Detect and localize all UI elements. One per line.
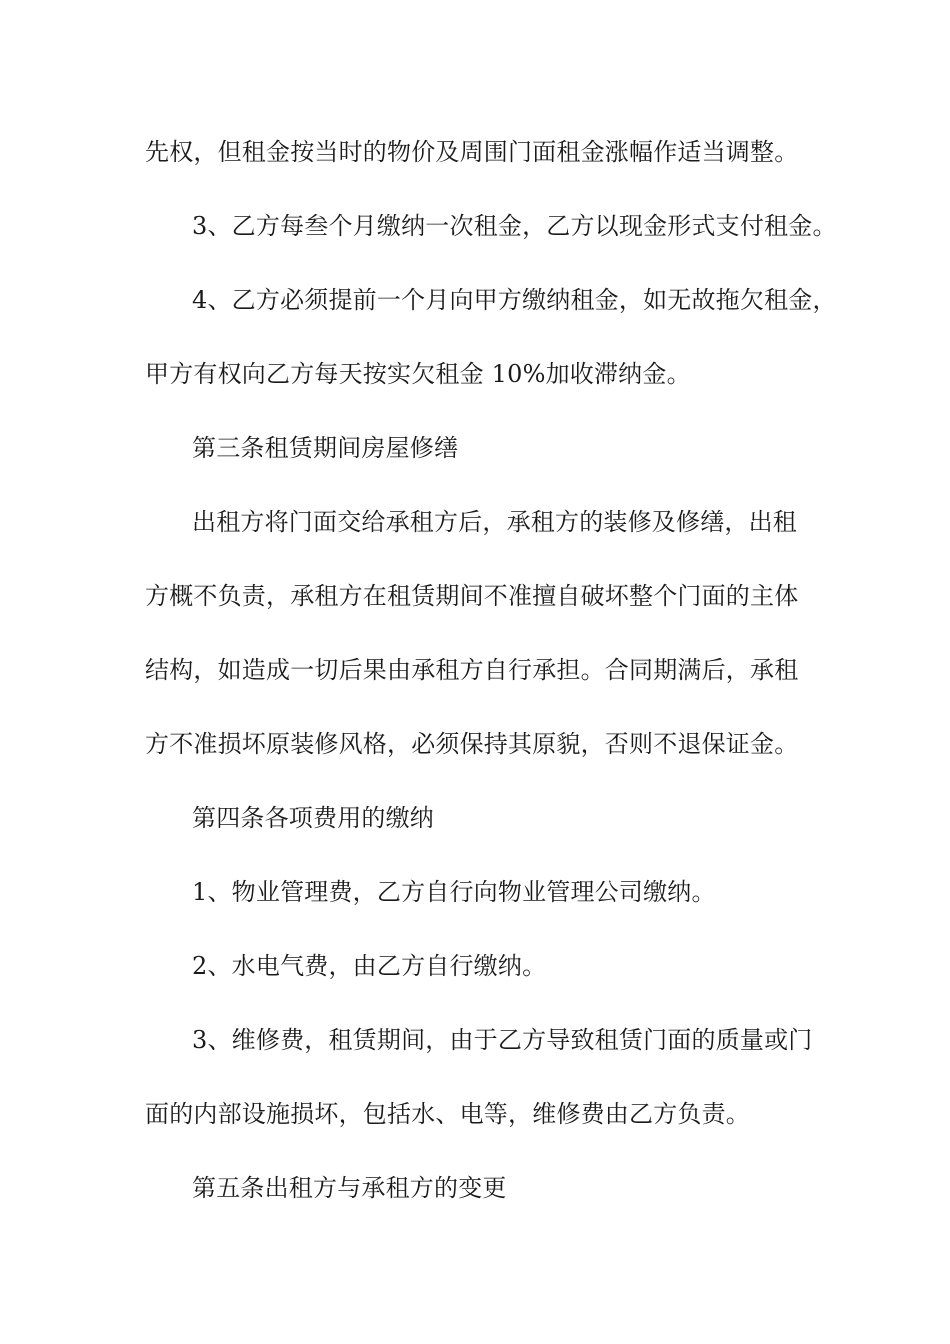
paragraph-line: 结构，如造成一切后果由承租方自行承担。合同期满后，承租 bbox=[145, 656, 799, 684]
paragraph-line: 甲方有权向乙方每天按实欠租金 10%加收滞纳金。 bbox=[145, 360, 691, 388]
fee-item-1: 1、物业管理费，乙方自行向物业管理公司缴纳。 bbox=[192, 878, 716, 906]
section-heading-3: 第三条租赁期间房屋修缮 bbox=[192, 434, 459, 462]
clause-item-3: 3、乙方每叁个月缴纳一次租金，乙方以现金形式支付租金。 bbox=[192, 212, 837, 240]
paragraph-line: 方不准损坏原装修风格，必须保持其原貌，否则不退保证金。 bbox=[145, 730, 799, 758]
clause-item-4: 4、乙方必须提前一个月向甲方缴纳租金，如无故拖欠租金， bbox=[192, 286, 837, 314]
paragraph-line: 先权，但租金按当时的物价及周围门面租金涨幅作适当调整。 bbox=[145, 138, 799, 166]
fee-item-2: 2、水电气费，由乙方自行缴纳。 bbox=[192, 952, 547, 980]
paragraph-line: 方概不负责，承租方在租赁期间不准擅自破坏整个门面的主体 bbox=[145, 582, 799, 610]
fee-item-3: 3、维修费，租赁期间，由于乙方导致租赁门面的质量或门 bbox=[192, 1026, 813, 1054]
section-heading-5: 第五条出租方与承租方的变更 bbox=[192, 1174, 507, 1202]
section-heading-4: 第四条各项费用的缴纳 bbox=[192, 804, 434, 832]
paragraph-line: 出租方将门面交给承租方后，承租方的装修及修缮，出租 bbox=[192, 508, 797, 536]
paragraph-line: 面的内部设施损坏，包括水、电等，维修费由乙方负责。 bbox=[145, 1100, 750, 1128]
